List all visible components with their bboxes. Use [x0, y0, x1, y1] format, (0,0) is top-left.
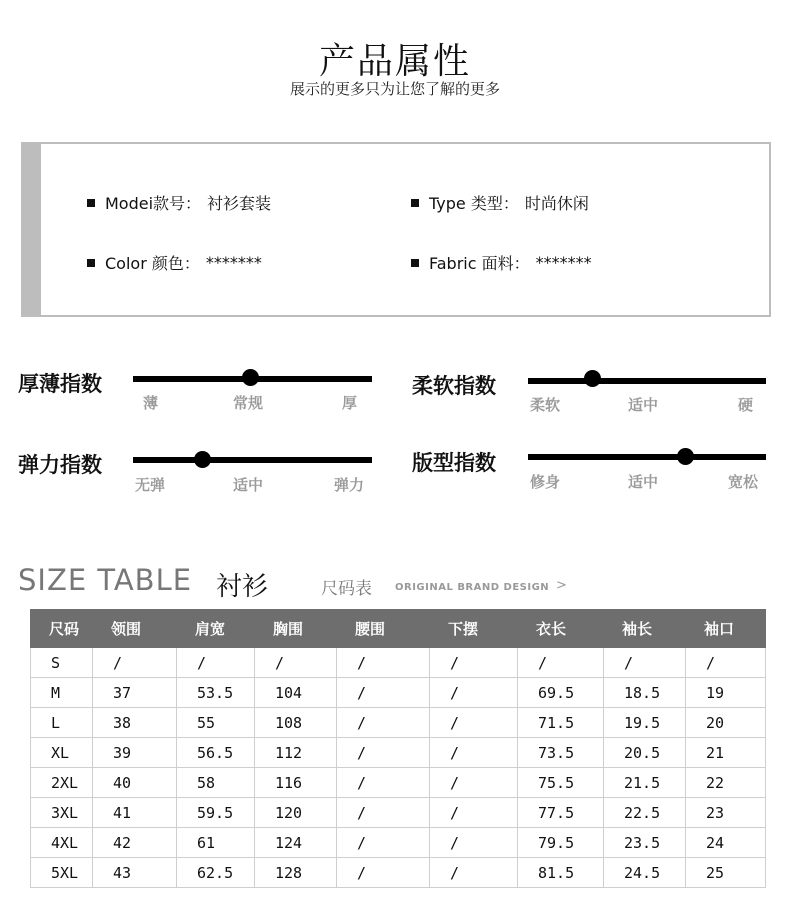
page-subtitle: 展示的更多只为让您了解的更多 [289, 80, 500, 98]
table-cell: / [430, 768, 518, 798]
table-cell: 18.5 [604, 678, 686, 708]
table-row [31, 768, 766, 798]
attributes-panel [21, 142, 771, 317]
chevron-right-icon: > [556, 578, 567, 593]
size-table-col-header: 尺码 [31, 610, 93, 648]
table-cell: 104 [255, 678, 337, 708]
table-cell: 19.5 [604, 708, 686, 738]
table-cell: 38 [93, 708, 177, 738]
table-cell: 81.5 [518, 858, 604, 888]
table-row [31, 708, 766, 738]
table-cell: 23 [686, 798, 766, 828]
table-row [31, 858, 766, 888]
index-elasticity-label: 弹力指数 [18, 453, 102, 477]
table-cell: 22 [686, 768, 766, 798]
table-cell: 58 [177, 768, 255, 798]
table-cell: 21 [686, 738, 766, 768]
attribute-fabric-value: ******* [535, 253, 592, 272]
table-cell: / [430, 828, 518, 858]
table-cell: 21.5 [604, 768, 686, 798]
table-cell: 73.5 [518, 738, 604, 768]
bullet-square-icon [87, 199, 95, 207]
index-elasticity-track [133, 457, 372, 463]
table-row [31, 738, 766, 768]
index-fit-tick-low: 修身 [530, 473, 561, 491]
brand-tagline: ORIGINAL BRAND DESIGN [395, 582, 550, 593]
table-cell: 3XL [31, 798, 93, 828]
table-cell: / [518, 648, 604, 678]
index-fit-knob [677, 448, 694, 465]
table-cell: 37 [93, 678, 177, 708]
table-cell: 5XL [31, 858, 93, 888]
bullet-square-icon [411, 259, 419, 267]
table-cell: 108 [255, 708, 337, 738]
attribute-fabric [411, 251, 592, 274]
table-cell: / [430, 678, 518, 708]
index-elasticity-tick-high: 弹力 [334, 476, 365, 494]
table-cell: 75.5 [518, 768, 604, 798]
index-softness-tick-high: 硬 [738, 396, 754, 414]
table-cell: / [93, 648, 177, 678]
table-cell: 24 [686, 828, 766, 858]
table-cell: 124 [255, 828, 337, 858]
table-cell: 62.5 [177, 858, 255, 888]
table-cell: / [430, 858, 518, 888]
table-cell: M [31, 678, 93, 708]
table-cell: 19 [686, 678, 766, 708]
attribute-color-key: Color 颜色： [105, 254, 200, 273]
table-cell: / [430, 648, 518, 678]
table-cell: L [31, 708, 93, 738]
index-softness-label: 柔软指数 [412, 374, 496, 398]
table-cell: 79.5 [518, 828, 604, 858]
index-fit-tick-mid: 适中 [628, 473, 659, 491]
table-cell: / [337, 648, 430, 678]
size-table-col-header: 胸围 [255, 610, 337, 648]
attributes-panel-accent-bar [23, 144, 41, 315]
table-cell: / [337, 768, 430, 798]
index-elasticity-knob [194, 451, 211, 468]
table-cell: 20.5 [604, 738, 686, 768]
size-table-subheading: 尺码表 [321, 579, 372, 599]
size-table [30, 609, 766, 888]
table-cell: 40 [93, 768, 177, 798]
table-cell: 116 [255, 768, 337, 798]
table-cell: 53.5 [177, 678, 255, 708]
index-elasticity-tick-mid: 适中 [233, 476, 264, 494]
table-cell: 59.5 [177, 798, 255, 828]
index-softness-track [528, 378, 766, 384]
table-row [31, 678, 766, 708]
size-table-col-header: 袖口 [686, 610, 766, 648]
index-thickness-label: 厚薄指数 [18, 372, 102, 396]
table-cell: / [430, 708, 518, 738]
table-cell: 22.5 [604, 798, 686, 828]
table-cell: / [337, 678, 430, 708]
index-softness-tick-mid: 适中 [628, 396, 659, 414]
table-row [31, 648, 766, 678]
attribute-color-value: ******* [205, 253, 262, 272]
table-cell: / [337, 858, 430, 888]
table-cell: / [337, 738, 430, 768]
table-cell: / [337, 828, 430, 858]
table-cell: 120 [255, 798, 337, 828]
index-thickness-tick-high: 厚 [342, 394, 358, 412]
table-cell: / [604, 648, 686, 678]
table-cell: 23.5 [604, 828, 686, 858]
table-row [31, 798, 766, 828]
table-cell: 56.5 [177, 738, 255, 768]
size-table-heading: SIZE TABLE [18, 563, 193, 597]
table-cell: 128 [255, 858, 337, 888]
index-fit-tick-high: 宽松 [728, 473, 759, 491]
table-cell: 39 [93, 738, 177, 768]
table-cell: S [31, 648, 93, 678]
table-cell: / [337, 798, 430, 828]
index-softness-tick-low: 柔软 [530, 396, 561, 414]
size-table-heading-cn: 衬衫 [216, 572, 269, 602]
index-fit-label: 版型指数 [412, 451, 496, 475]
attribute-color [87, 251, 262, 274]
index-elasticity-tick-low: 无弹 [135, 476, 166, 494]
size-table-col-header: 袖长 [604, 610, 686, 648]
index-fit-track [528, 454, 766, 460]
table-cell: 24.5 [604, 858, 686, 888]
table-cell: 2XL [31, 768, 93, 798]
size-table-header-row [31, 610, 766, 648]
table-cell: / [337, 708, 430, 738]
table-cell: / [430, 738, 518, 768]
table-cell: 77.5 [518, 798, 604, 828]
table-cell: 43 [93, 858, 177, 888]
bullet-square-icon [87, 259, 95, 267]
attribute-type [411, 191, 589, 214]
index-thickness-tick-low: 薄 [143, 394, 159, 412]
attribute-type-key: Type 类型： [429, 194, 519, 213]
attribute-fabric-key: Fabric 面料： [429, 254, 530, 273]
bullet-square-icon [411, 199, 419, 207]
table-cell: 61 [177, 828, 255, 858]
attribute-model [87, 191, 271, 214]
table-cell: / [255, 648, 337, 678]
size-table-col-header: 衣长 [518, 610, 604, 648]
table-cell: 4XL [31, 828, 93, 858]
attribute-model-value: 衬衫套装 [207, 194, 272, 213]
table-cell: / [177, 648, 255, 678]
table-cell: 55 [177, 708, 255, 738]
table-cell: 25 [686, 858, 766, 888]
table-cell: 69.5 [518, 678, 604, 708]
table-cell: 42 [93, 828, 177, 858]
table-cell: / [686, 648, 766, 678]
table-cell: 112 [255, 738, 337, 768]
table-row [31, 828, 766, 858]
size-table-col-header: 腰围 [337, 610, 430, 648]
page-title: 产品属性 [318, 41, 471, 82]
table-cell: / [430, 798, 518, 828]
attribute-type-value: 时尚休闲 [524, 194, 589, 213]
table-cell: 41 [93, 798, 177, 828]
size-table-col-header: 领围 [93, 610, 177, 648]
index-thickness-tick-mid: 常规 [233, 394, 264, 412]
table-cell: 20 [686, 708, 766, 738]
attribute-model-key: Modei款号： [105, 194, 202, 213]
size-table-col-header: 下摆 [430, 610, 518, 648]
size-table-col-header: 肩宽 [177, 610, 255, 648]
index-softness-knob [584, 370, 601, 387]
index-thickness-knob [242, 369, 259, 386]
table-cell: XL [31, 738, 93, 768]
table-cell: 71.5 [518, 708, 604, 738]
